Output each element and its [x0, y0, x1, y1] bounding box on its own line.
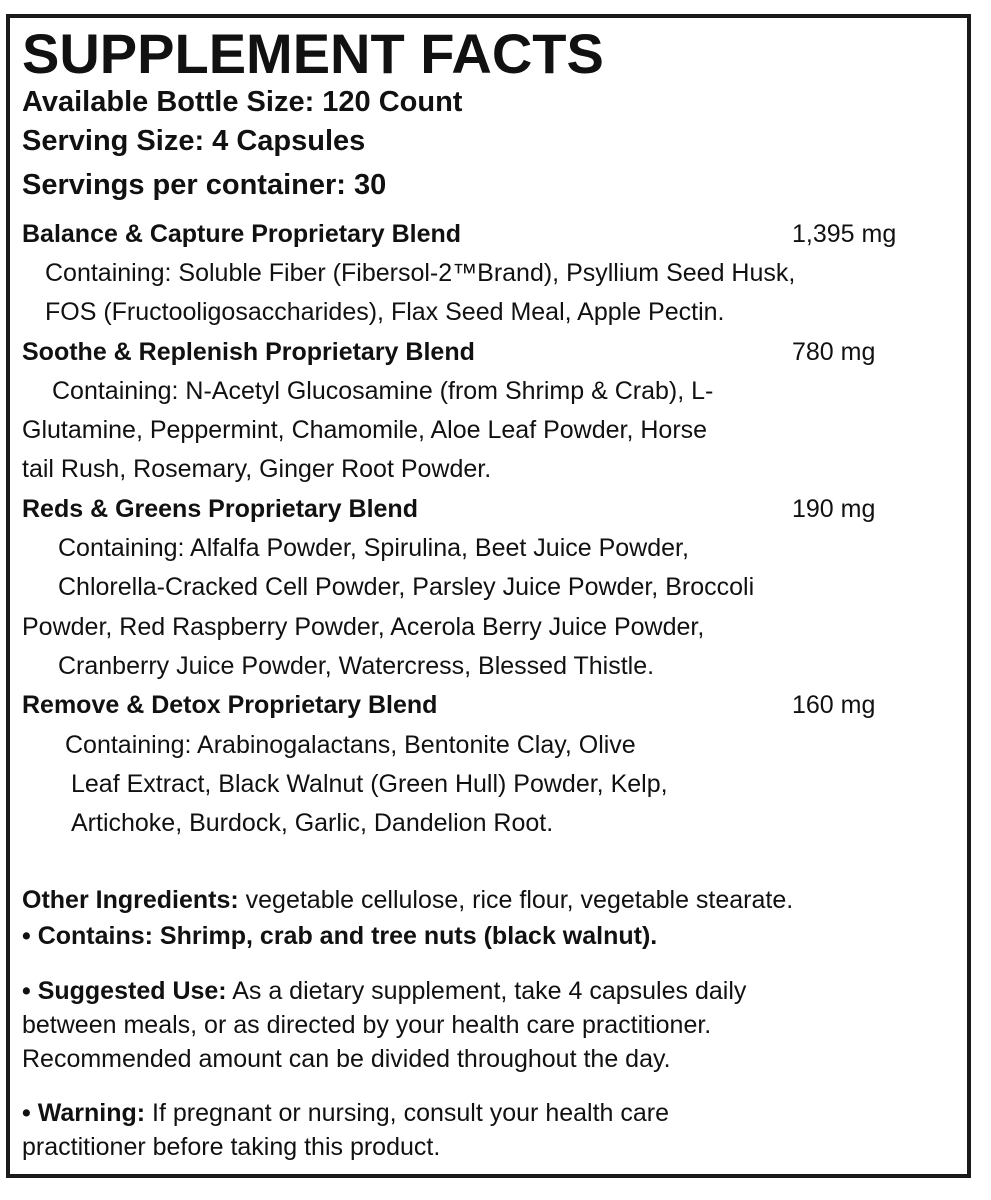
blend-amount: 190 mg — [792, 495, 876, 523]
blend-ingredient-line: Containing: N-Acetyl Glucosamine (from Shrimp & Crab), L- — [52, 377, 714, 405]
other-ingredients-label: Other Ingredients: — [22, 886, 239, 914]
warning — [22, 1097, 669, 1129]
warning-line: If pregnant or nursing, consult your health care — [145, 1099, 670, 1127]
blend-ingredient-line: tail Rush, Rosemary, Ginger Root Powder. — [22, 455, 492, 483]
blend-amount: 1,395 mg — [792, 220, 897, 248]
blend-amount: 160 mg — [792, 691, 876, 719]
blend-ingredient-line: Artichoke, Burdock, Garlic, Dandelion Root. — [71, 809, 554, 837]
blend-ingredient-line: Containing: Arabinogalactans, Bentonite Clay, Olive — [65, 731, 636, 759]
serving-size: Serving Size: 4 Capsules — [22, 125, 366, 157]
suggested-use-line: As a dietary supplement, take 4 capsules daily — [226, 977, 747, 1005]
blend-ingredient-line: FOS (Fructooligosaccharides), Flax Seed Meal, Apple Pectin. — [45, 298, 725, 326]
allergen-statement: • Contains: Shrimp, crab and tree nuts (black walnut). — [22, 922, 658, 950]
suggested-use — [22, 975, 746, 1007]
blend-name: Remove & Detox Proprietary Blend — [22, 691, 438, 719]
suggested-use-label: • Suggested Use: — [22, 977, 227, 1005]
blend-name: Balance & Capture Proprietary Blend — [22, 220, 462, 248]
blend-name: Soothe & Replenish Proprietary Blend — [22, 338, 475, 366]
blend-ingredient-line: Powder, Red Raspberry Powder, Acerola Berry Juice Powder, — [22, 613, 705, 641]
blend-ingredient-line: Leaf Extract, Black Walnut (Green Hull) Powder, Kelp, — [71, 770, 668, 798]
other-ingredients-text: vegetable cellulose, rice flour, vegetable stearate. — [238, 886, 794, 914]
blend-ingredient-line: Glutamine, Peppermint, Chamomile, Aloe Leaf Powder, Horse — [22, 416, 708, 444]
blend-ingredient-line: Chlorella-Cracked Cell Powder, Parsley Juice Powder, Broccoli — [58, 573, 755, 601]
blend-name: Reds & Greens Proprietary Blend — [22, 495, 418, 523]
warning-line: practitioner before taking this product. — [22, 1133, 441, 1161]
servings-per-container: Servings per container: 30 — [22, 169, 387, 201]
other-ingredients — [22, 884, 793, 916]
suggested-use-line: between meals, or as directed by your health care practitioner. — [22, 1011, 712, 1039]
blend-ingredient-line: Containing: Alfalfa Powder, Spirulina, Beet Juice Powder, — [58, 534, 689, 562]
bottle-size: Available Bottle Size: 120 Count — [22, 86, 463, 118]
suggested-use-line: Recommended amount can be divided throughout the day. — [22, 1045, 671, 1073]
blend-ingredient-line: Cranberry Juice Powder, Watercress, Blessed Thistle. — [58, 652, 655, 680]
blend-amount: 780 mg — [792, 338, 876, 366]
panel-title: SUPPLEMENT FACTS — [22, 22, 604, 85]
blend-ingredient-line: Containing: Soluble Fiber (Fibersol-2™Brand), Psyllium Seed Husk, — [45, 259, 796, 287]
warning-label: • Warning: — [22, 1099, 146, 1127]
